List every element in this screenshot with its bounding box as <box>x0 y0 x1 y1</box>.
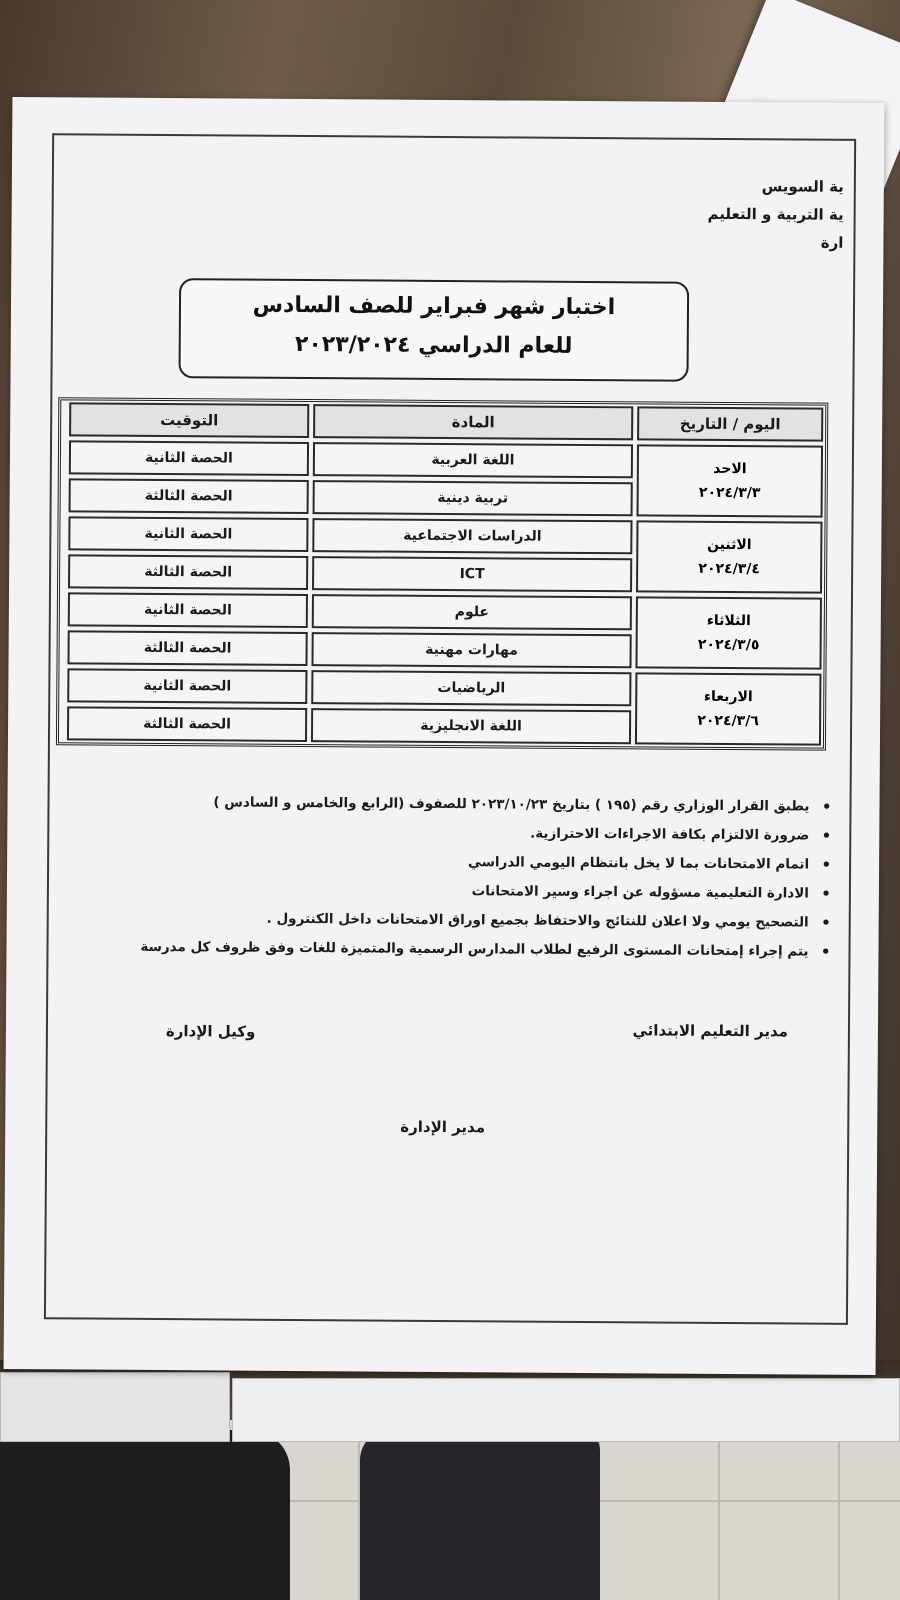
day-date: ٢٠٢٤/٣/٥ <box>697 636 760 654</box>
subject-cell: مهارات مهنية <box>311 632 631 668</box>
page-subtitle: للعام الدراسي ٢٠٢٣/٢٠٢٤ <box>294 331 573 359</box>
header-day-date: اليوم / التاريخ <box>637 406 823 441</box>
time-cell: الحصة الثانية <box>68 516 308 552</box>
header-line-administration: ارة <box>820 233 844 252</box>
time-cell: الحصة الثانية <box>67 668 307 704</box>
day-group <box>60 514 825 595</box>
table-row <box>67 438 635 480</box>
signature-deputy: وكيل الإدارة <box>165 1022 256 1041</box>
day-group <box>61 438 826 519</box>
signature-admin-director: مدير الإدارة <box>400 1117 486 1137</box>
list-item: • اتمام الامتحانات بما لا يخل بانتظام اليومي الدراسي <box>111 846 831 880</box>
subject-cell: اللغة العربية <box>313 442 633 478</box>
header-subject: المادة <box>313 404 633 440</box>
day-group <box>59 590 824 671</box>
day-cell <box>636 520 822 593</box>
list-item: • يطبق القرار الوزاري رقم (١٩٥ ) بتاريخ ٢٠٢٣/١٠/٢٣ للصفوف (الرابع والخامس و السادس ) <box>111 788 831 822</box>
day-name: الثلاثاء <box>706 612 751 630</box>
paper-stack-right <box>232 1378 900 1442</box>
subject-cell: تربية دينية <box>313 480 633 516</box>
notes-list <box>110 788 831 967</box>
day-date: ٢٠٢٤/٣/٤ <box>698 560 760 578</box>
exam-schedule-table <box>56 397 828 750</box>
issuer-header <box>707 172 844 257</box>
table-header-row <box>61 400 825 443</box>
day-date: ٢٠٢٤/٣/٣ <box>698 484 761 502</box>
subject-cell: الدراسات الاجتماعية <box>312 518 632 554</box>
table-row <box>66 514 634 556</box>
table-row <box>67 476 635 518</box>
list-item: • يتم إجراء إمتحانات المستوى الرفيع لطلاب المدارس الرسمية والمتميزة للغات وفق ظروف كل مدرسة <box>110 933 830 967</box>
list-item: • ضرورة الالتزام بكافة الاجراءات الاحترازية. <box>111 817 831 851</box>
trouser-leg-right <box>360 1430 600 1600</box>
day-cell <box>637 444 823 517</box>
day-cell <box>635 672 821 745</box>
table-row <box>66 552 634 594</box>
exam-schedule-sheet <box>4 97 885 1375</box>
header-line-directorate: ية التربية و التعليم <box>707 204 844 224</box>
subject-cell: علوم <box>312 594 632 630</box>
day-name: الاحد <box>713 460 747 478</box>
list-item: • التصحيح يومي ولا اعلان للنتائج والاحتفاظ بجميع اوراق الامتحانات داخل الكنترول . <box>111 904 831 938</box>
table-row <box>65 628 633 670</box>
time-cell: الحصة الثانية <box>69 440 309 476</box>
time-cell: الحصة الثالثة <box>69 478 309 514</box>
table-row <box>65 704 633 746</box>
day-group <box>59 666 824 747</box>
time-cell: الحصة الثالثة <box>68 554 308 590</box>
header-line-governorate: ية السويس <box>761 177 844 196</box>
day-date: ٢٠٢٤/٣/٦ <box>697 712 759 730</box>
title-box <box>178 278 689 382</box>
header-time: التوقيت <box>69 402 309 438</box>
subject-cell: ICT <box>312 556 632 592</box>
page-title: اختبار شهر فبراير للصف السادس <box>252 292 616 321</box>
subject-cell: اللغة الانجليزية <box>311 708 631 744</box>
time-cell: الحصة الثانية <box>68 592 308 628</box>
day-cell <box>635 596 821 669</box>
trouser-leg-left <box>0 1430 290 1600</box>
paper-stack-left <box>0 1372 230 1442</box>
day-name: الاربعاء <box>703 688 753 706</box>
day-name: الاثنين <box>707 536 752 554</box>
signature-primary-director: مدير التعليم الابتدائي <box>632 1021 789 1041</box>
list-item: • الادارة التعليمية مسؤوله عن اجراء وسير الامتحانات <box>111 875 831 909</box>
subject-cell: الرياضيات <box>311 670 631 706</box>
table-row <box>65 666 633 708</box>
time-cell: الحصة الثالثة <box>67 630 307 666</box>
table-row <box>66 590 634 632</box>
time-cell: الحصة الثالثة <box>67 706 307 742</box>
